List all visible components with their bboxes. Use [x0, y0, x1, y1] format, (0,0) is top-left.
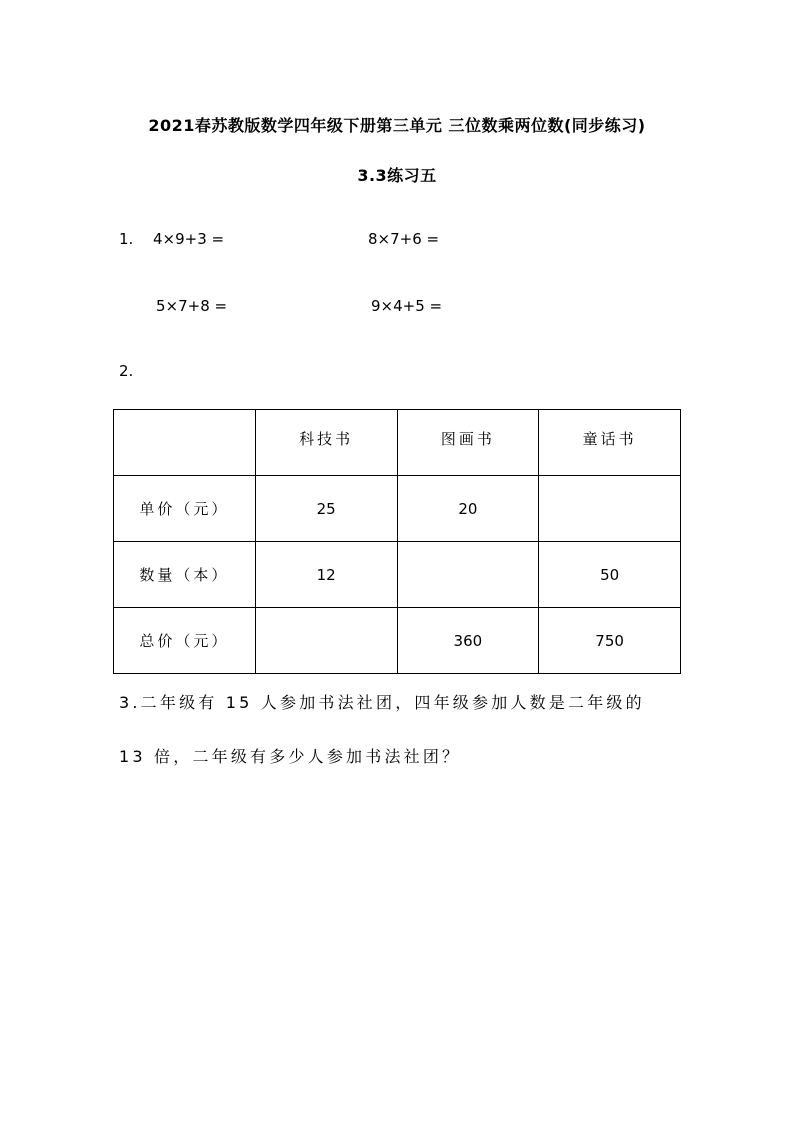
book-price-table	[113, 409, 681, 674]
table-row	[114, 476, 681, 542]
table-cell: 360	[397, 608, 539, 674]
column-header-fairy-tale-books: 童话书	[539, 410, 681, 476]
table-cell: 12	[255, 542, 397, 608]
table-cell: 25	[255, 476, 397, 542]
table-corner-cell	[114, 410, 256, 476]
table-row	[114, 608, 681, 674]
table-cell: 750	[539, 608, 681, 674]
table-cell: 20	[397, 476, 539, 542]
table-cell: 50	[539, 542, 681, 608]
row-label-quantity: 数量（本）	[114, 542, 256, 608]
table-cell	[255, 608, 397, 674]
row-label-unit-price: 单价（元）	[114, 476, 256, 542]
question-1-item-4: 9×4+5 =	[371, 297, 443, 315]
table-cell	[539, 476, 681, 542]
column-header-science-books: 科技书	[255, 410, 397, 476]
table-row	[114, 542, 681, 608]
table-header-row	[114, 410, 681, 476]
question-1-item-3: 5×7+8 =	[156, 297, 228, 315]
document-title: 2021春苏教版数学四年级下册第三单元 三位数乘两位数(同步练习)	[148, 116, 646, 135]
question-1-number: 1.	[119, 230, 134, 248]
question-3-text-line-1: 3.二年级有 15 人参加书法社团，四年级参加人数是二年级的	[119, 693, 645, 712]
question-1-item-1: 4×9+3 =	[153, 230, 225, 248]
question-3-text-line-2: 13 倍，二年级有多少人参加书法社团？	[119, 747, 462, 766]
row-label-total-price: 总价（元）	[114, 608, 256, 674]
question-1-item-2: 8×7+6 =	[368, 230, 440, 248]
question-2-number: 2.	[119, 362, 134, 380]
column-header-picture-books: 图画书	[397, 410, 539, 476]
table-cell	[397, 542, 539, 608]
document-subtitle: 3.3练习五	[357, 166, 437, 185]
